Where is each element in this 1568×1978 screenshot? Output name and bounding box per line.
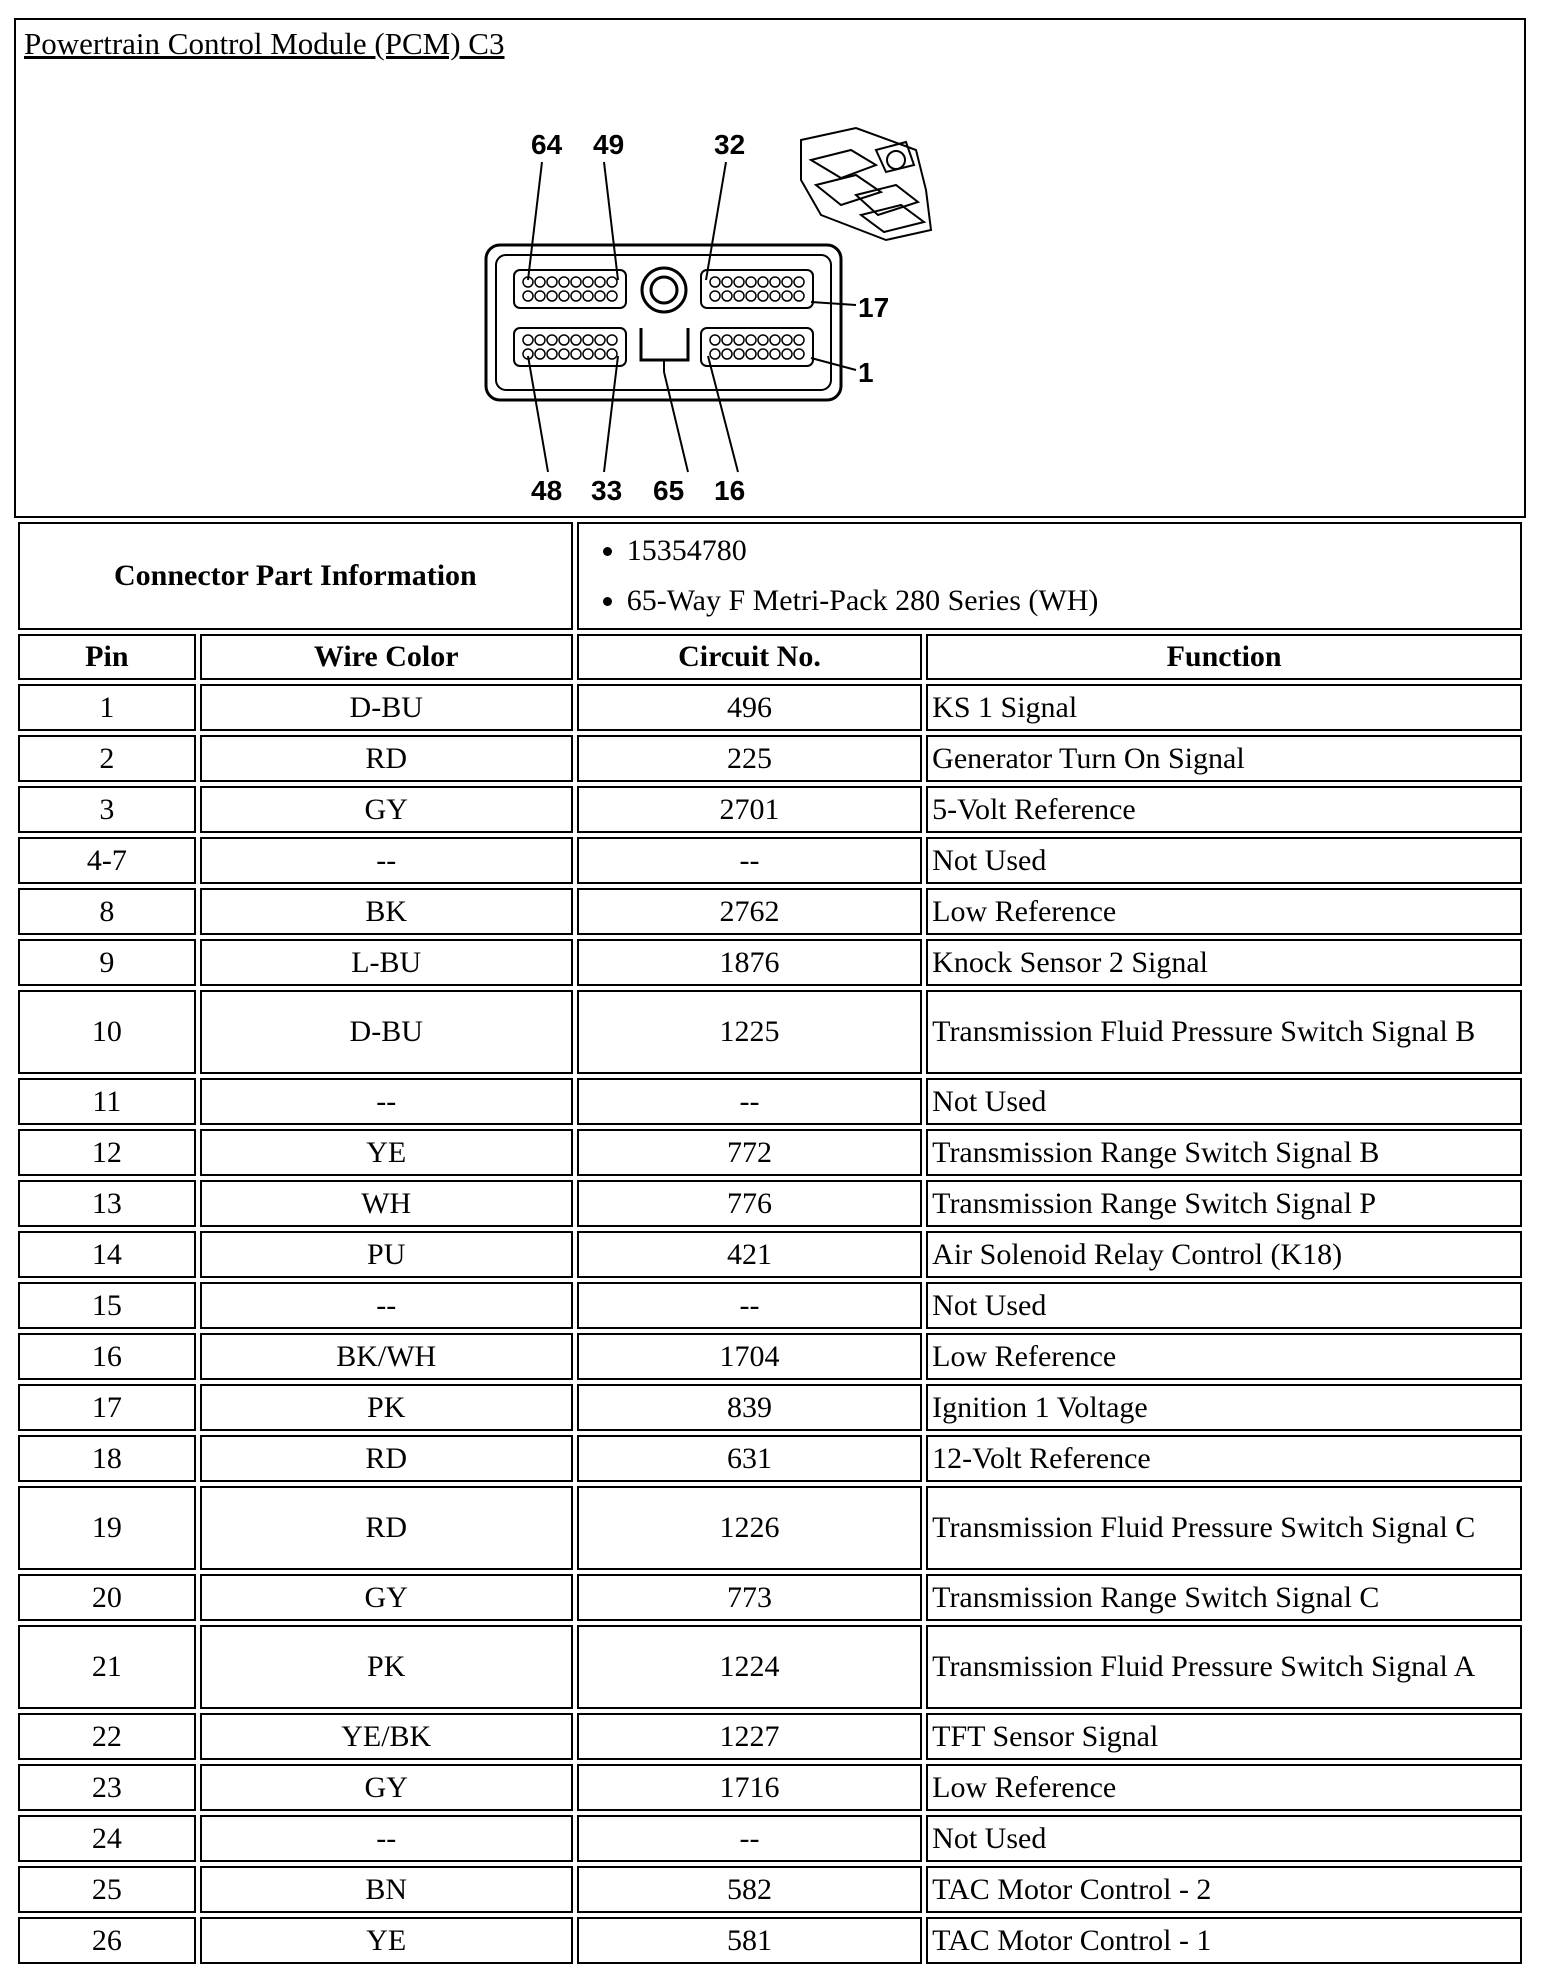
pin-cell: 15 [18,1282,196,1329]
pin-hole [782,349,792,359]
pin-cell: 1 [18,684,196,731]
cavity-block-lower-left [514,328,626,366]
pinout-table [14,518,1526,1968]
pin-hole [583,291,593,301]
function-cell: TAC Motor Control - 1 [926,1917,1522,1964]
wire-color-cell: PU [200,1231,573,1278]
wire-color-cell: BK/WH [200,1333,573,1380]
function-cell: Not Used [926,1815,1522,1862]
pin-hole [734,291,744,301]
pin-hole [559,335,569,345]
function-cell: Not Used [926,837,1522,884]
connector-part-number: • 15354780 [627,526,1516,576]
pin-hole [523,291,533,301]
connector-info-label: Connector Part Information [18,522,573,630]
pin-label-65: 65 [653,475,685,506]
pin-hole [794,277,804,287]
table-row [18,786,1522,833]
connector-info-values [577,522,1522,630]
table-row [18,1574,1522,1621]
function-cell: 12-Volt Reference [926,1435,1522,1482]
pin-65-slot [641,328,688,360]
connector-info-row [18,522,1522,630]
pin-hole [595,335,605,345]
function-cell: Low Reference [926,1764,1522,1811]
pin-cell: 8 [18,888,196,935]
pin-hole [535,349,545,359]
circuit-cell: 1716 [577,1764,922,1811]
pin-cell: 3 [18,786,196,833]
table-row [18,684,1522,731]
cavity-block-upper-left [514,270,626,308]
pin-label-64: 64 [531,129,563,160]
function-cell: Transmission Range Switch Signal P [926,1180,1522,1227]
connector-diagram [456,120,1116,515]
pin-cell: 26 [18,1917,196,1964]
table-header-row [18,634,1522,680]
pin-hole [710,335,720,345]
table-row [18,1078,1522,1125]
function-cell: Not Used [926,1282,1522,1329]
function-cell: Transmission Range Switch Signal B [926,1129,1522,1176]
pin-hole [583,349,593,359]
circuit-cell: 772 [577,1129,922,1176]
table-row [18,1180,1522,1227]
circuit-cell: 1227 [577,1713,922,1760]
table-row [18,1282,1522,1329]
pin-hole [770,277,780,287]
table-row [18,1333,1522,1380]
pin-hole [547,291,557,301]
pin-hole [758,277,768,287]
circuit-cell: 582 [577,1866,922,1913]
connector-illustration [801,128,931,240]
wire-color-cell: YE/BK [200,1713,573,1760]
wire-color-cell: YE [200,1917,573,1964]
wire-color-cell: -- [200,1078,573,1125]
function-cell: Knock Sensor 2 Signal [926,939,1522,986]
pin-label-17: 17 [858,292,890,323]
table-row [18,1866,1522,1913]
pin-hole [770,291,780,301]
pin-hole [746,349,756,359]
circuit-cell: 1226 [577,1486,922,1570]
circuit-cell: 773 [577,1574,922,1621]
cavity-block-upper-right [701,270,813,308]
table-row [18,1917,1522,1964]
function-cell: Not Used [926,1078,1522,1125]
function-cell: Transmission Fluid Pressure Switch Signal B [926,990,1522,1074]
wire-color-cell: GY [200,1574,573,1621]
pin-cell: 11 [18,1078,196,1125]
pin-hole [722,277,732,287]
pin-hole [794,335,804,345]
pin-hole [535,291,545,301]
pin-hole [710,349,720,359]
pin-hole [746,335,756,345]
circuit-cell: 1224 [577,1625,922,1709]
function-cell: TAC Motor Control - 2 [926,1866,1522,1913]
pin-cell: 22 [18,1713,196,1760]
center-bolt [642,268,686,312]
table-row [18,888,1522,935]
pin-cell: 20 [18,1574,196,1621]
connector-view-panel [14,18,1526,518]
pin-hole [571,291,581,301]
function-cell: Ignition 1 Voltage [926,1384,1522,1431]
circuit-cell: 1704 [577,1333,922,1380]
function-cell: 5-Volt Reference [926,786,1522,833]
pin-label-1: 1 [858,357,874,388]
cavity-block-lower-right [701,328,813,366]
pin-hole [595,291,605,301]
pin-hole [559,349,569,359]
pin-hole [722,335,732,345]
wire-color-cell: -- [200,1815,573,1862]
circuit-cell: -- [577,1815,922,1862]
circuit-cell: 581 [577,1917,922,1964]
table-row [18,1486,1522,1570]
wire-color-cell: D-BU [200,684,573,731]
pin-cell: 25 [18,1866,196,1913]
pin-hole [547,277,557,287]
pin-cell: 18 [18,1435,196,1482]
table-row [18,1231,1522,1278]
pin-label-16: 16 [714,475,746,506]
circuit-cell: 1876 [577,939,922,986]
function-cell: KS 1 Signal [926,684,1522,731]
pin-hole [758,349,768,359]
pin-hole [770,335,780,345]
table-row [18,735,1522,782]
pin-hole [722,349,732,359]
pin-label-33: 33 [591,475,623,506]
circuit-cell: 1225 [577,990,922,1074]
pin-hole [559,291,569,301]
pin-hole [758,335,768,345]
table-row [18,1625,1522,1709]
pin-hole [782,335,792,345]
wire-color-cell: WH [200,1180,573,1227]
pin-hole [571,349,581,359]
wire-color-cell: D-BU [200,990,573,1074]
pin-hole [770,349,780,359]
table-row [18,1713,1522,1760]
pin-hole [734,277,744,287]
pin-hole [547,349,557,359]
page-title: Powertrain Control Module (PCM) C3 [24,26,505,61]
pin-hole [710,291,720,301]
pin-hole [559,277,569,287]
wire-color-cell: PK [200,1625,573,1709]
pin-cell: 12 [18,1129,196,1176]
circuit-cell: 776 [577,1180,922,1227]
column-header-wire-color: Wire Color [200,634,573,680]
function-cell: TFT Sensor Signal [926,1713,1522,1760]
pin-cell: 19 [18,1486,196,1570]
pin-cell: 4-7 [18,837,196,884]
table-row [18,1815,1522,1862]
wire-color-cell: L-BU [200,939,573,986]
pin-hole [794,349,804,359]
pin-hole [734,335,744,345]
table-row [18,990,1522,1074]
wire-color-cell: PK [200,1384,573,1431]
pin-hole [607,335,617,345]
pin-holes [523,277,804,359]
table-row [18,1384,1522,1431]
pin-hole [583,335,593,345]
pin-hole [535,277,545,287]
pin-label-48: 48 [531,475,563,506]
wire-color-cell: BK [200,888,573,935]
wire-color-cell: -- [200,837,573,884]
circuit-cell: 496 [577,684,922,731]
wire-color-cell: YE [200,1129,573,1176]
wire-color-cell: -- [200,1282,573,1329]
pin-hole [710,277,720,287]
table-row [18,1129,1522,1176]
table-row [18,837,1522,884]
table-row [18,1435,1522,1482]
pin-label-49: 49 [593,129,625,160]
pin-hole [547,335,557,345]
wire-color-cell: RD [200,1435,573,1482]
function-cell: Air Solenoid Relay Control (K18) [926,1231,1522,1278]
pin-cell: 14 [18,1231,196,1278]
circuit-cell: 2701 [577,786,922,833]
pin-hole [734,349,744,359]
pin-hole [571,277,581,287]
pinout-rows [18,684,1522,1964]
pin-cell: 24 [18,1815,196,1862]
wire-color-cell: GY [200,786,573,833]
pin-cell: 17 [18,1384,196,1431]
column-header-pin: Pin [18,634,196,680]
pin-hole [746,291,756,301]
pin-cell: 16 [18,1333,196,1380]
pin-label-32: 32 [714,129,746,160]
wire-color-cell: GY [200,1764,573,1811]
pin-cell: 23 [18,1764,196,1811]
pin-hole [595,349,605,359]
circuit-cell: -- [577,837,922,884]
pin-hole [607,349,617,359]
pin-cell: 9 [18,939,196,986]
function-cell: Transmission Range Switch Signal C [926,1574,1522,1621]
pin-cell: 10 [18,990,196,1074]
pin-hole [782,291,792,301]
circuit-cell: 225 [577,735,922,782]
connector-description: • 65-Way F Metri-Pack 280 Series (WH) [627,576,1516,626]
pin-hole [722,291,732,301]
function-cell: Generator Turn On Signal [926,735,1522,782]
table-row [18,1764,1522,1811]
circuit-cell: 839 [577,1384,922,1431]
function-cell: Low Reference [926,888,1522,935]
pin-hole [595,277,605,287]
pin-hole [782,277,792,287]
pin-hole [607,277,617,287]
column-header-function: Function [926,634,1522,680]
pin-hole [571,335,581,345]
pin-hole [607,291,617,301]
circuit-cell: -- [577,1078,922,1125]
function-cell: Transmission Fluid Pressure Switch Signal C [926,1486,1522,1570]
pin-hole [535,335,545,345]
pin-hole [583,277,593,287]
function-cell: Low Reference [926,1333,1522,1380]
pin-hole [758,291,768,301]
function-cell: Transmission Fluid Pressure Switch Signal A [926,1625,1522,1709]
pin-cell: 13 [18,1180,196,1227]
pin-hole [523,335,533,345]
table-row [18,939,1522,986]
pin-hole [746,277,756,287]
pin-hole [794,291,804,301]
circuit-cell: 2762 [577,888,922,935]
column-header-circuit: Circuit No. [577,634,922,680]
wire-color-cell: RD [200,1486,573,1570]
wire-color-cell: RD [200,735,573,782]
wire-color-cell: BN [200,1866,573,1913]
circuit-cell: -- [577,1282,922,1329]
pin-cell: 21 [18,1625,196,1709]
circuit-cell: 631 [577,1435,922,1482]
pin-cell: 2 [18,735,196,782]
circuit-cell: 421 [577,1231,922,1278]
